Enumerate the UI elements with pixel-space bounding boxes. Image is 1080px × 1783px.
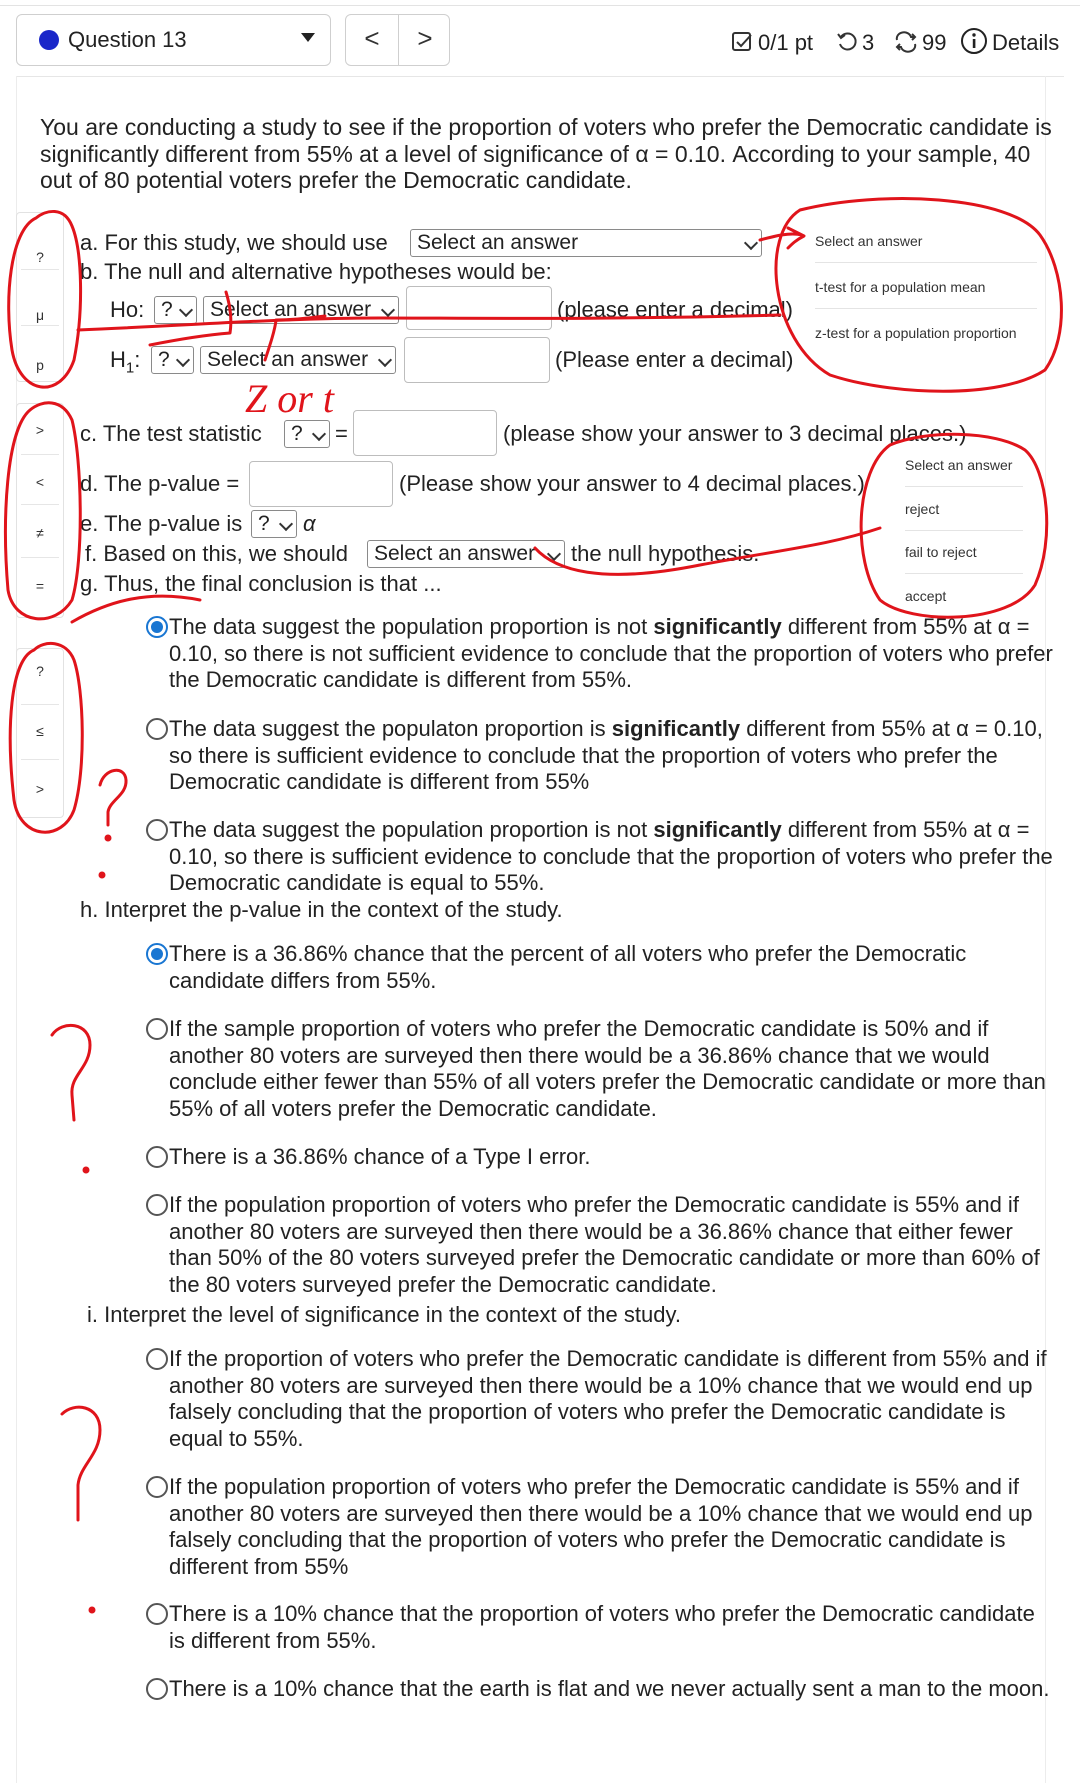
caret-down-icon (301, 33, 315, 42)
decision-select[interactable] (367, 540, 565, 568)
test-type-select[interactable] (410, 229, 762, 257)
h-option-4-radio[interactable] (146, 1194, 168, 1216)
retry-count: 3 (862, 30, 875, 55)
g-option-3-radio[interactable] (146, 819, 168, 841)
h0-relation-select[interactable] (203, 296, 399, 324)
h-option-1-text: There is a 36.86% chance that the percent of all voters who prefer the Democratic candidate differs from 55%. (169, 941, 967, 993)
h1-hint: (Please enter a decimal) (555, 347, 794, 372)
g-option-3-pre: The data suggest the population proportion is not (169, 817, 654, 842)
g-option-2-post: different from 55% at α = 0.10, so there is sufficient evidence to conclude that the proportion of voters who prefer the Democratic candidate is different from 55% (169, 716, 1043, 794)
p-value-compare-value: ? (258, 512, 270, 535)
g-option-2-text (169, 716, 1054, 796)
h-option-4-text: If the population proportion of voters who prefer the Democratic candidate is 55% and if another 80 voters are surveyed then there would be a 36.86% chance that either fewer than 50% of the 80 voters surveyed prefer the Democratic candidate or more than 60% of the 80 voters surveyed prefer the Democratic candidate. (169, 1192, 1040, 1297)
p-value-compare-select[interactable] (251, 510, 297, 538)
h-option-3-radio[interactable] (146, 1146, 168, 1168)
g-option-1-bold: significantly (653, 614, 782, 639)
test-type-select-value: Select an answer (417, 231, 579, 254)
z-or-t-note: Z or t (245, 376, 334, 421)
score-text: 0/1 pt (758, 30, 814, 55)
compare-option-le[interactable]: ≤ (36, 723, 44, 739)
dropdown-f-option-1[interactable]: Select an answer (905, 457, 1013, 473)
relation-options-menu (16, 403, 64, 618)
dropdown-a-option-2[interactable]: t-test for a population mean (815, 279, 986, 295)
g-option-1-post: different from 55% at α = 0.10, so there is not sufficient evidence to conclude that the proportion of voters who prefer the Democratic candidate is different from 55%. (169, 614, 1053, 692)
question-status-dot (39, 30, 59, 50)
relation-option-eq[interactable]: = (35, 578, 45, 594)
g-option-3-bold: significantly (653, 817, 782, 842)
decision-dropdown (905, 452, 1030, 612)
p-value-input[interactable] (249, 461, 393, 507)
question-selector[interactable] (16, 14, 331, 66)
dropdown-a-option-3[interactable]: z-test for a population proportion (815, 325, 1017, 341)
compare-option-gt[interactable]: > (35, 781, 45, 797)
h-option-2-text: If the sample proportion of voters who prefer the Democratic candidate is 50% and if another 80 voters are surveyed then there would be a 36.86% chance that we would conclude either fewer than 55% of all voters prefer the Democratic candidate or more than 55% of all voters prefer the Democratic candidate. (169, 1016, 1046, 1121)
i-option-3-text: There is a 10% chance that the proportion of voters who prefer the Democratic candidate is different from 55%. (169, 1601, 1035, 1653)
dropdown-f-option-2[interactable]: reject (905, 501, 940, 517)
question-prompt: You are conducting a study to see if the proportion of voters who prefer the Democratic candidate is significantly different from 55% at a level of significance of α = 0.10. According to your sample, 40 out of 80 potential voters prefer the Democratic candidate. (40, 114, 1052, 193)
checkbox-score-icon (731, 31, 753, 53)
part-d-hint: (Please show your answer to 4 decimal places.) (399, 471, 865, 496)
part-i-text: i. Interpret the level of significance in the context of the study. (87, 1302, 681, 1327)
part-f-text: f. Based on this, we should (85, 541, 348, 566)
g-option-1-pre: The data suggest the population proportion is not (169, 614, 654, 639)
h1-parameter-select[interactable] (151, 346, 194, 374)
i-option-3-radio[interactable] (146, 1603, 168, 1625)
h1-label-h: H (110, 347, 126, 372)
g-option-2-bold: significantly (611, 716, 741, 741)
g-option-3-text (169, 817, 1054, 897)
test-type-dropdown (815, 228, 1037, 363)
relation-option-gt[interactable]: > (35, 422, 45, 438)
submissions-icon (894, 31, 918, 53)
h0-value-input[interactable] (406, 286, 552, 330)
test-statistic-select-value: ? (291, 422, 303, 445)
h0-parameter-select[interactable] (154, 296, 197, 324)
part-h-text: h. Interpret the p-value in the context of the study. (80, 897, 563, 922)
g-option-3-post: different from 55% at α = 0.10, so there is sufficient evidence to conclude that the proportion of voters who prefer the Democratic candidate is equal to 55%. (169, 817, 1053, 895)
i-option-4-radio[interactable] (146, 1678, 168, 1700)
h-option-3-text: There is a 36.86% chance of a Type I error. (169, 1144, 591, 1169)
h1-parameter-value: ? (158, 348, 170, 371)
h-option-2-radio[interactable] (146, 1018, 168, 1040)
h1-relation-value: Select an answer (207, 348, 369, 371)
h1-value-input[interactable] (404, 337, 550, 383)
part-g-text: g. Thus, the final conclusion is that ... (80, 571, 442, 596)
compare-options-menu (16, 648, 64, 818)
h0-relation-value: Select an answer (210, 298, 372, 321)
param-option-mu[interactable]: μ (35, 307, 45, 323)
dropdown-f-option-3[interactable]: fail to reject (905, 544, 977, 560)
i-option-1-text: If the proportion of voters who prefer the Democratic candidate is different from 55% and if another 80 voters are surveyed then there would be a 10% chance that we would end up falsely concluding that the proportion of voters who prefer the Democratic candidate is equal to 55%. (169, 1346, 1047, 1451)
h1-label-colon: : (134, 347, 141, 372)
i-option-4-text: There is a 10% chance that the earth is flat and we never actually sent a man to the moon. (169, 1676, 1050, 1701)
g-option-2-radio[interactable] (146, 718, 168, 740)
test-statistic-select[interactable] (284, 420, 330, 448)
part-a-text: a. For this study, we should use (80, 230, 388, 255)
part-d-text: d. The p-value = (80, 471, 240, 496)
top-divider (0, 5, 1080, 6)
i-option-2-radio[interactable] (146, 1476, 168, 1498)
part-b-text: b. The null and alternative hypotheses would be: (80, 259, 552, 284)
i-option-2-text: If the population proportion of voters who prefer the Democratic candidate is 55% and if another 80 voters are surveyed then there would be a 10% chance that we would end up falsely concluding that the proportion of voters who prefer the Democratic candidate is different from 55% (169, 1474, 1033, 1579)
retry-icon (836, 31, 858, 53)
g-option-1-radio[interactable] (146, 616, 168, 638)
param-option-unknown[interactable]: ? (36, 249, 44, 265)
submissions-count: 99 (922, 30, 947, 55)
dropdown-f-option-4[interactable]: accept (905, 588, 947, 604)
h1-label (110, 347, 140, 381)
part-c-text: c. The test statistic (80, 421, 262, 446)
question-label: Question 13 (68, 27, 187, 52)
dropdown-a-option-1[interactable]: Select an answer (815, 233, 923, 249)
compare-option-unknown[interactable]: ? (36, 663, 44, 679)
relation-option-lt[interactable]: < (35, 474, 45, 490)
decision-select-value: Select an answer (374, 542, 536, 565)
question-nav (345, 14, 450, 66)
h0-parameter-value: ? (161, 298, 173, 321)
prev-question-button[interactable]: < (364, 23, 380, 53)
i-option-1-radio[interactable] (146, 1348, 168, 1370)
info-icon[interactable] (960, 27, 988, 55)
details-link[interactable]: Details (992, 30, 1060, 55)
part-f-text-after: the null hypothesis. (571, 541, 760, 566)
relation-option-neq[interactable]: ≠ (36, 525, 44, 541)
parameter-options-menu (16, 212, 64, 382)
h-option-1-radio[interactable] (146, 943, 168, 965)
g-option-2-pre: The data suggest the populaton proportion is (169, 716, 612, 741)
part-e-text: e. The p-value is (80, 511, 243, 536)
h0-label: Ho: (110, 297, 145, 322)
next-question-button[interactable]: > (417, 23, 433, 53)
param-option-p[interactable]: p (36, 357, 44, 373)
g-option-1-text (169, 614, 1054, 694)
test-statistic-input[interactable] (353, 410, 497, 456)
alpha-symbol: α (303, 511, 316, 536)
part-c-hint: (please show your answer to 3 decimal places.) (503, 421, 967, 446)
h1-label-sub: 1 (125, 359, 135, 377)
equals-sign: = (335, 421, 348, 446)
h1-relation-select[interactable] (200, 346, 396, 374)
h0-hint: (please enter a decimal) (557, 297, 794, 322)
